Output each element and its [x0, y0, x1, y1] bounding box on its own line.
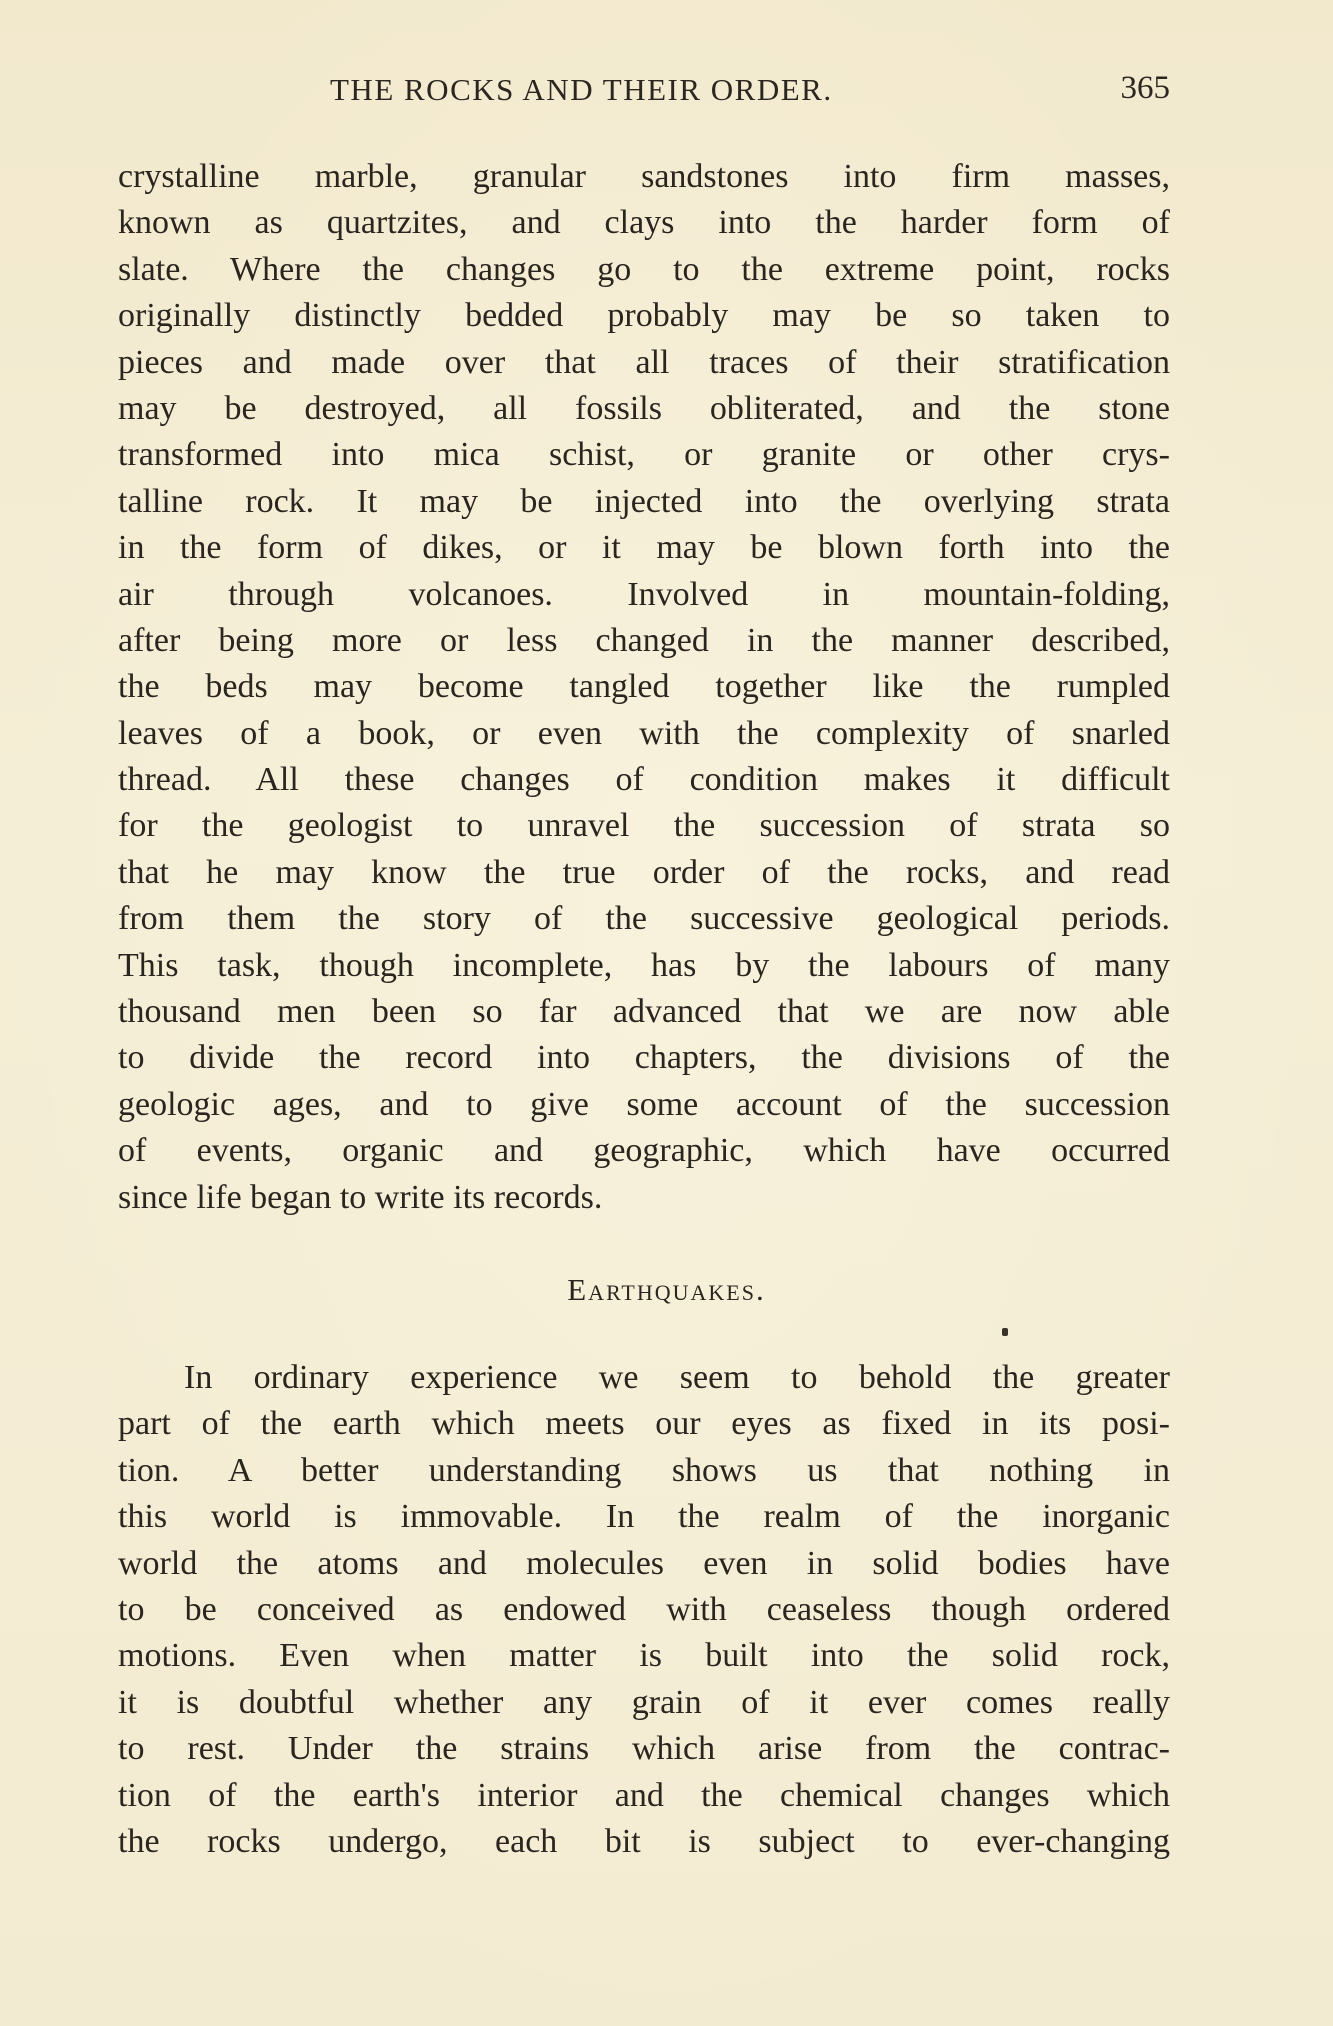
- paragraph-2: [118, 1355, 1170, 1865]
- text-line: for the geologist to unravel the succession of strata so: [118, 807, 1170, 845]
- text-line: thousand men been so far advanced that we are now able: [118, 993, 1170, 1031]
- text-line: after being more or less changed in the manner described,: [118, 621, 1170, 659]
- text-line: that he may know the true order of the rocks, and read: [118, 853, 1170, 891]
- running-head: [120, 72, 1170, 116]
- text-line: tion. A better understanding shows us that nothing in: [118, 1451, 1170, 1489]
- ink-speck: [1002, 1328, 1008, 1336]
- text-line: slate. Where the changes go to the extreme point, rocks: [118, 250, 1170, 288]
- text-line: to be conceived as endowed with ceaseless though ordered: [118, 1590, 1170, 1628]
- text-line: this world is immovable. In the realm of the inorganic: [118, 1498, 1170, 1536]
- text-line: talline rock. It may be injected into the overlying strata: [118, 482, 1170, 520]
- text-line: since life began to write its records.: [118, 1178, 603, 1216]
- text-line: tion of the earth's interior and the chemical changes which: [118, 1776, 1170, 1814]
- text-line: the rocks undergo, each bit is subject to ever-changing: [118, 1822, 1170, 1860]
- running-title: THE ROCKS AND THEIR ORDER.: [330, 72, 833, 107]
- paragraph-1: [118, 154, 1170, 1221]
- text-line: known as quartzites, and clays into the harder form of: [118, 204, 1170, 242]
- text-line: originally distinctly bedded probably may be so taken to: [118, 297, 1170, 335]
- text-line: part of the earth which meets our eyes as fixed in its posi-: [118, 1405, 1170, 1443]
- text-line: to rest. Under the strains which arise from the contrac-: [118, 1730, 1170, 1768]
- text-line: in the form of dikes, or it may be blown forth into the: [118, 529, 1170, 567]
- section-heading: Earthquakes.: [567, 1272, 766, 1307]
- page-number: 365: [1120, 70, 1170, 106]
- text-line: from them the story of the successive geological periods.: [118, 900, 1170, 938]
- text-line: it is doubtful whether any grain of it ever comes really: [118, 1683, 1170, 1721]
- text-line: leaves of a book, or even with the complexity of snarled: [118, 714, 1170, 752]
- text-line: thread. All these changes of condition makes it difficult: [118, 761, 1170, 799]
- text-line: world the atoms and molecules even in solid bodies have: [118, 1544, 1170, 1582]
- text-line: motions. Even when matter is built into the solid rock,: [118, 1637, 1170, 1675]
- text-line: In ordinary experience we seem to behold the greater: [184, 1359, 1170, 1396]
- text-line: may be destroyed, all fossils obliterated, and the stone: [118, 389, 1170, 427]
- text-line: of events, organic and geographic, which have occurred: [118, 1132, 1170, 1170]
- text-line: geologic ages, and to give some account of the succession: [118, 1085, 1170, 1123]
- text-line: crystalline marble, granular sandstones into firm masses,: [118, 158, 1170, 195]
- text-line: air through volcanoes. Involved in mountain-folding,: [118, 575, 1170, 613]
- text-line: the beds may become tangled together like the rumpled: [118, 668, 1170, 706]
- text-line: pieces and made over that all traces of their stratification: [118, 343, 1170, 381]
- text-line: to divide the record into chapters, the divisions of the: [118, 1039, 1170, 1077]
- text-line: This task, though incomplete, has by the labours of many: [118, 946, 1170, 984]
- text-line: transformed into mica schist, or granite or other crys-: [118, 436, 1170, 474]
